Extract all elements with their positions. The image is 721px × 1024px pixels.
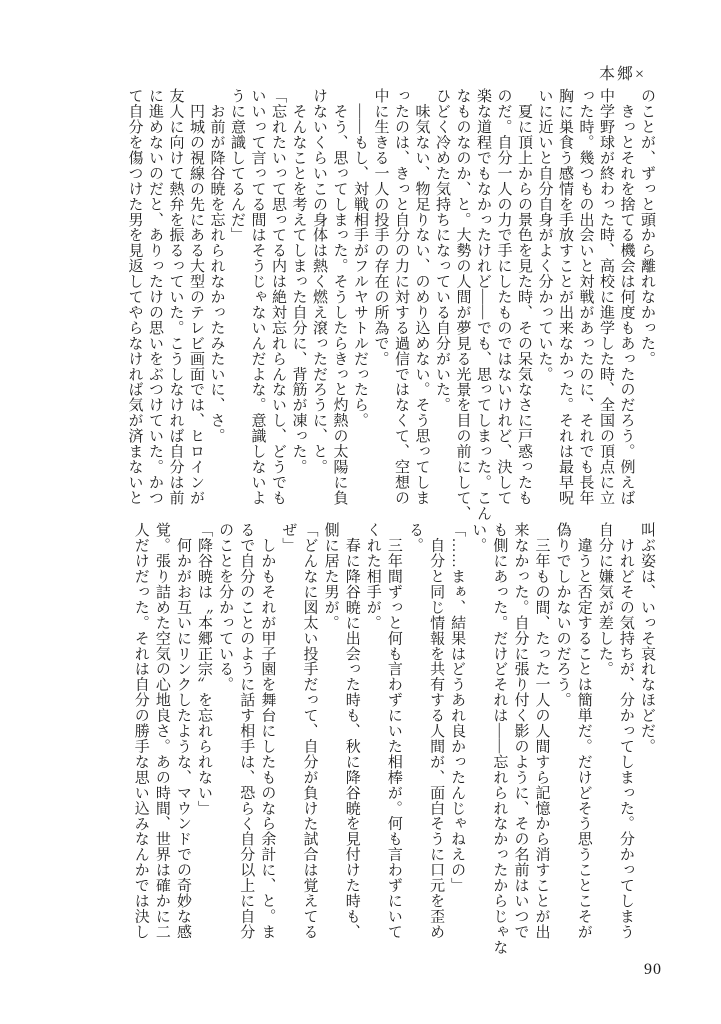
text-line: くれた相手が。	[364, 522, 381, 631]
text-line: けないくらいこの身体は熱く燃え滾っただろうに、と。	[311, 88, 327, 475]
running-header: 本郷×	[599, 66, 647, 83]
text-line: 胸に巣食う感情を手放すことが出来なかった。それは最早呪	[557, 88, 573, 506]
text-line: 春に降谷暁に出会った時も、秋に降谷暁を見付けた時も、	[343, 522, 360, 940]
text-line: 円城の視線の先にある大型のテレビ画面では、ヒロインが	[188, 88, 204, 506]
text-line: しかもそれが甲子園を舞台にしたものなら余計に、と。ま	[259, 522, 276, 940]
text-line: 「忘れたいって思ってる内は絶対忘れらんないし、どうでも	[270, 88, 286, 506]
text-line: うに意識してるんだ」	[229, 88, 245, 243]
text-line: て自分を傷つけた男を見返してやらなければ気が済まないと	[126, 88, 143, 506]
text-line: 「降谷暁は〝本郷正宗〟を忘れられない」	[196, 522, 213, 816]
text-line: ったのは、きっと自分の力に対する過信ではなくて、空想の	[393, 88, 409, 506]
text-line: 三年もの間、たった一人の人間すら記憶から消すことが出	[533, 522, 550, 940]
text-line: 何かがお互いにリンクしたような、マウンドでの奇妙な感	[174, 522, 191, 940]
text-line: お前が降谷暁を忘れられなかったみたいに、さ。	[208, 88, 225, 444]
text-line: けれどその気持ちが、分かってしまった。分かってしまう	[617, 522, 634, 940]
text-line: 側に居た男が。	[322, 522, 339, 631]
text-line: ――もし、対戦相手がフルヤサトルだったら。	[352, 88, 368, 428]
text-line: 「どんなに図太い投手だって、自分が負けた試合は覚えてる	[301, 522, 318, 940]
text-line: のだ。自分一人の力で手にしたものではないけれど、決して	[495, 88, 512, 506]
text-line: なものなのか、と。大勢の人間が夢見る光景を目の前にして、	[454, 88, 471, 521]
text-line: 違うと否定することは簡単だ。だけどそう思うことこそが	[575, 522, 592, 940]
page-number: 90	[644, 961, 662, 978]
text-line: った時。幾つもの出会いと対戦があったのに、それでも長年	[577, 88, 594, 506]
text-line: のことを分かっている。	[217, 522, 234, 692]
text-line: 味気ない、物足りない、のめり込めない。そう思ってしま	[413, 88, 430, 506]
text-line: 来なかった。自分に張り付く影のように、その名前はいつで	[512, 522, 529, 940]
text-line: ひどく冷めた気持ちになっている自分がいた。	[434, 88, 450, 413]
text-line: 自分に嫌気が差した。	[596, 522, 613, 677]
text-line: るで自分のことのように話す相手は、恐らく自分以上に自分	[238, 522, 255, 940]
text-line: 中に生きる一人の投手の存在の所為で。	[372, 88, 389, 367]
text-line: 人だけだった。それは自分の勝手な思い込みなんかでは決し	[132, 522, 149, 940]
text-line: いに近いと自分自身がよく分かっていた。	[536, 88, 553, 382]
text-line: 中学野球が終わった時、高校に進学した時、全国の頂点に立	[598, 88, 614, 506]
text-line: 夏に頂上からの景色を見た時、その呆気なさに戸惑ったも	[516, 88, 532, 506]
text-line: る。	[406, 522, 423, 553]
text-line: 偽りでしかないのだろう。	[554, 522, 571, 708]
text-line: 友人に向けて熱弁を振るっていた。こうしなければ自分は前	[167, 88, 184, 506]
text-line: 「……まぁ、結果はどうあれ良かったんじゃねえの」	[449, 522, 466, 893]
text-line: ぜ」	[280, 522, 297, 553]
text-line: も側にあった。だけどそれは――忘れられなかったからじゃな	[491, 522, 508, 955]
text-line: きっとそれを捨てる機会は何度もあったのだろう。例えば	[618, 88, 635, 506]
text-line: 覚。張り詰めた空気の心地良さ。あの時間、世界は確かに二	[153, 522, 170, 940]
bottom-text-block	[130, 522, 657, 955]
text-line: そう、思ってしまった。そうしたらきっと灼熱の太陽に負	[331, 88, 348, 506]
text-line: 叫ぶ姿は、いっそ哀れなほどだ。	[639, 522, 655, 754]
text-line: いいって言ってる間はそうじゃないんだよな。意識しないよ	[249, 88, 266, 506]
text-line: のことが、ずっと頭から離れなかった。	[639, 88, 655, 367]
top-text-block	[124, 88, 657, 521]
text-line: 三年間ずっと何も言わずにいた相棒が。何も言わずにいて	[385, 522, 402, 940]
text-line: そんなことを考えてしまった自分に、背筋が凍った。	[290, 88, 307, 475]
text-line: い。	[470, 522, 487, 553]
text-line: 楽な道程でもなかったけれど――でも、思ってしまった。こん	[475, 88, 491, 521]
text-line: に進めないのだと、ありったけの思いをぶつけていた。かつ	[147, 88, 163, 506]
text-line: 自分と同じ情報を共有する人間が、面白そうに口元を歪め	[428, 522, 445, 940]
